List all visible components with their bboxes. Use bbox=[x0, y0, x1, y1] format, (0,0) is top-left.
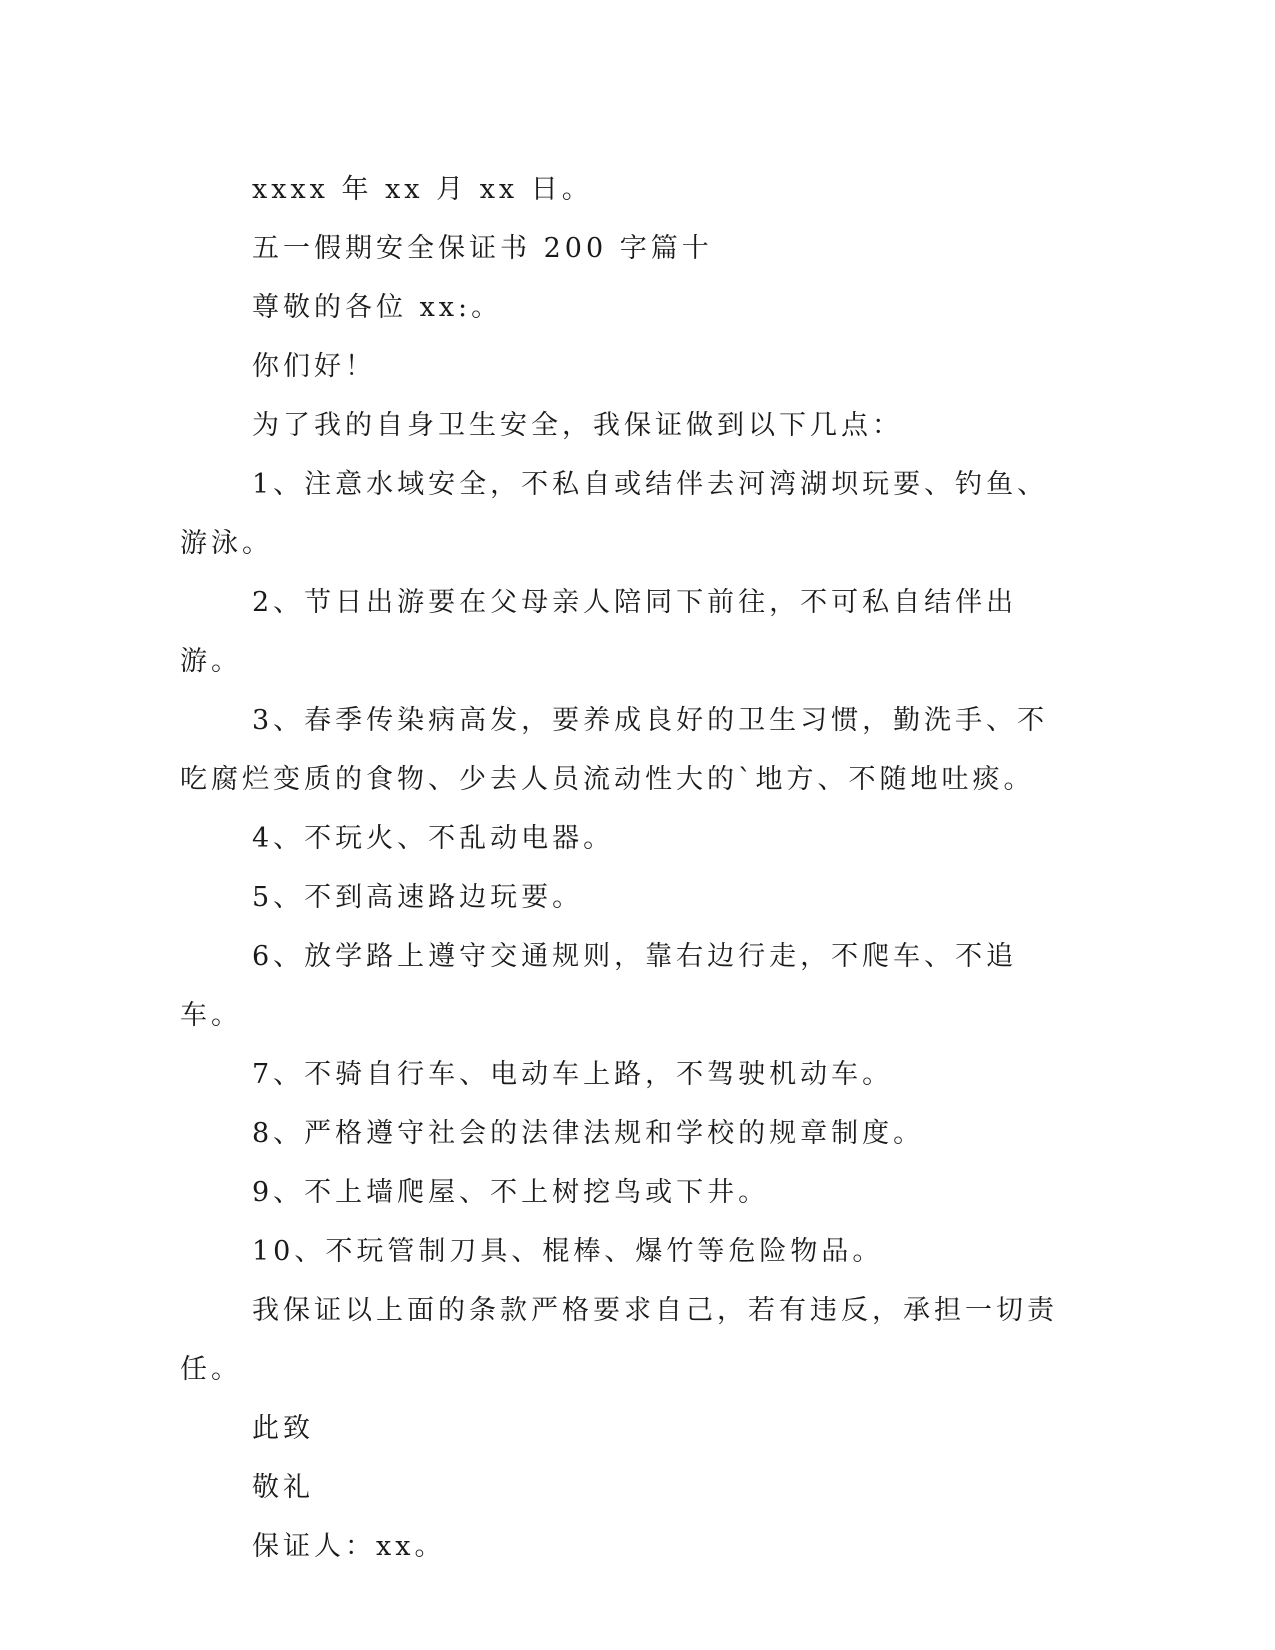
document-title: 五一假期安全保证书 200 字篇十 bbox=[252, 233, 713, 264]
list-item-1: 1、注意水域安全，不私自或结伴去河湾湖坝玩要、钓鱼、游泳。 bbox=[180, 469, 1049, 559]
list-item-2: 2、节日出游要在父母亲人陪同下前往，不可私自结伴出游。 bbox=[180, 587, 1018, 677]
salutation: 尊敬的各位 xx:。 bbox=[252, 292, 503, 323]
signature-line: 保证人：xx。 bbox=[252, 1531, 446, 1562]
list-item-6: 6、放学路上遵守交通规则，靠右边行走，不爬车、不追车。 bbox=[180, 941, 1018, 1031]
greeting: 你们好！ bbox=[252, 351, 376, 382]
list-item-10: 10、不玩管制刀具、棍棒、爆竹等危险物品。 bbox=[252, 1236, 884, 1267]
list-item-3: 3、春季传染病高发，要养成良好的卫生习惯，勤洗手、不吃腐烂变质的食物、少去人员流动性大的`地方、不随地吐痰。 bbox=[180, 705, 1049, 795]
list-item-4: 4、不玩火、不乱动电器。 bbox=[252, 823, 615, 854]
list-item-5: 5、不到高速路边玩要。 bbox=[252, 882, 584, 913]
document-body bbox=[180, 160, 1060, 1576]
intro-paragraph: 为了我的自身卫生安全，我保证做到以下几点： bbox=[252, 410, 903, 441]
date-line: xxxx 年 xx 月 xx 日。 bbox=[252, 174, 593, 205]
list-item-9: 9、不上墙爬屋、不上树挖鸟或下井。 bbox=[252, 1177, 770, 1208]
list-item-7: 7、不骑自行车、电动车上路，不驾驶机动车。 bbox=[252, 1059, 894, 1090]
closing-line-1: 此致 bbox=[252, 1413, 314, 1444]
list-item-8: 8、严格遵守社会的法律法规和学校的规章制度。 bbox=[252, 1118, 925, 1149]
pledge-statement: 我保证以上面的条款严格要求自己，若有违反，承担一切责任。 bbox=[180, 1295, 1058, 1385]
closing-line-2: 敬礼 bbox=[252, 1472, 314, 1503]
